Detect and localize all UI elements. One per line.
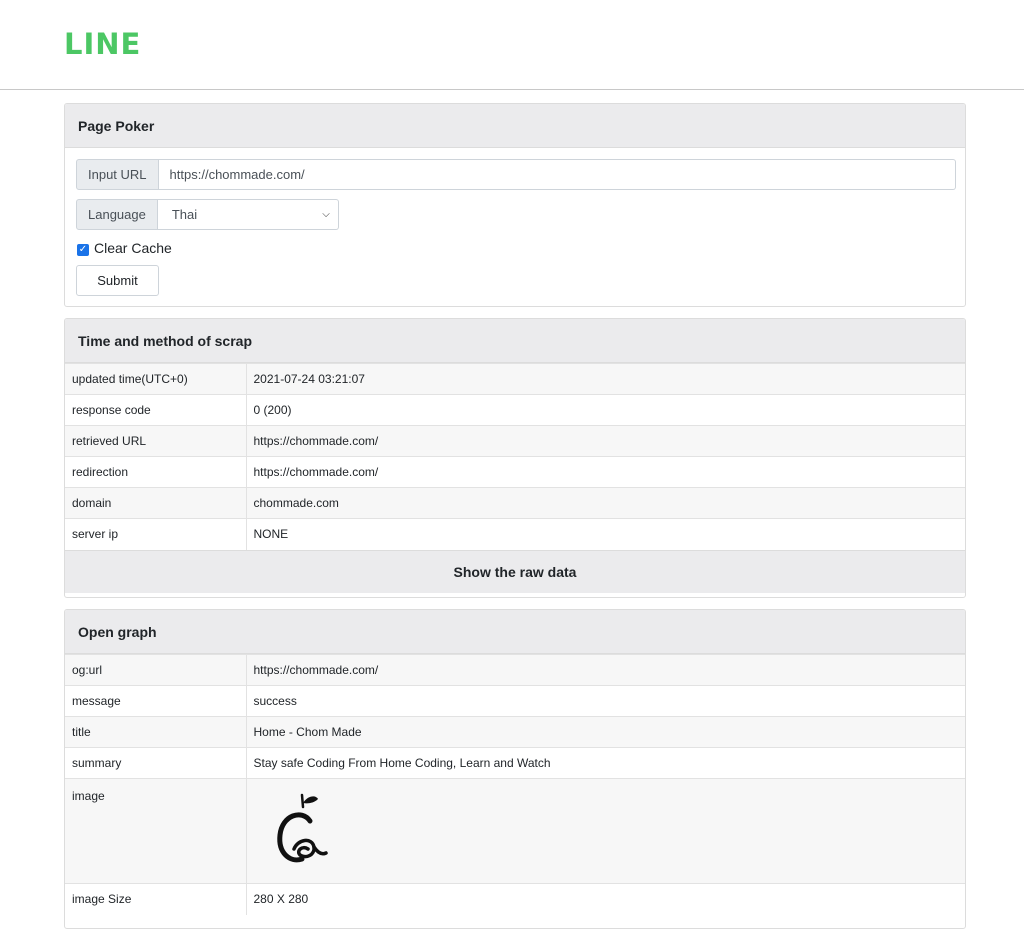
clear-cache-checkbox[interactable]: ✓ [78,244,88,255]
row-key: domain [65,488,246,519]
image-value [246,779,965,884]
language-label: Language [76,199,158,230]
page-poker-card [64,103,966,307]
chom-made-logo-image [272,791,332,871]
row-value: chommade.com [246,488,965,519]
row-key: title [65,717,246,748]
language-selected-value: Thai [171,207,198,222]
table-row [65,519,965,550]
row-key: response code [65,395,246,426]
open-graph-card [64,609,966,929]
chevron-down-icon: ⌵ [322,209,330,220]
clear-cache-label[interactable]: Clear Cache [94,240,172,256]
table-row [65,488,965,519]
row-value: 2021-07-24 03:21:07 [246,364,965,395]
row-key: updated time(UTC+0) [65,364,246,395]
row-key: summary [65,748,246,779]
row-key: server ip [65,519,246,550]
open-graph-header: Open graph [65,610,965,654]
row-value: https://chommade.com/ [246,655,965,686]
show-raw-data-button[interactable]: Show the raw data [65,550,965,593]
table-row [65,884,965,915]
url-input[interactable]: https://chommade.com/ [159,159,956,190]
table-row [65,655,965,686]
line-logo[interactable]: LINE [64,27,142,61]
language-select[interactable] [158,199,339,230]
row-key: redirection [65,457,246,488]
row-value: 0 (200) [246,395,965,426]
table-row [65,364,965,395]
table-row [65,395,965,426]
row-value: https://chommade.com/ [246,426,965,457]
table-row [65,686,965,717]
table-row [65,457,965,488]
language-select-group [76,199,339,230]
scrap-table [65,363,965,550]
table-row [65,426,965,457]
table-row [65,717,965,748]
row-value: https://chommade.com/ [246,457,965,488]
image-size-key: image Size [65,884,246,915]
table-row [65,779,965,884]
row-value: success [246,686,965,717]
scrap-card [64,318,966,598]
row-value: Home - Chom Made [246,717,965,748]
image-size-value: 280 X 280 [246,884,965,915]
page-poker-header: Page Poker [65,104,965,148]
scrap-header: Time and method of scrap [65,319,965,363]
row-value: Stay safe Coding From Home Coding, Learn and Watch [246,748,965,779]
top-bar [0,0,1024,90]
row-key: og:url [65,655,246,686]
row-key: message [65,686,246,717]
row-value: NONE [246,519,965,550]
table-row [65,748,965,779]
url-input-label: Input URL [76,159,159,190]
open-graph-table [65,654,965,915]
url-input-group [76,159,956,190]
image-key: image [65,779,246,884]
submit-button[interactable]: Submit [76,265,159,296]
row-key: retrieved URL [65,426,246,457]
